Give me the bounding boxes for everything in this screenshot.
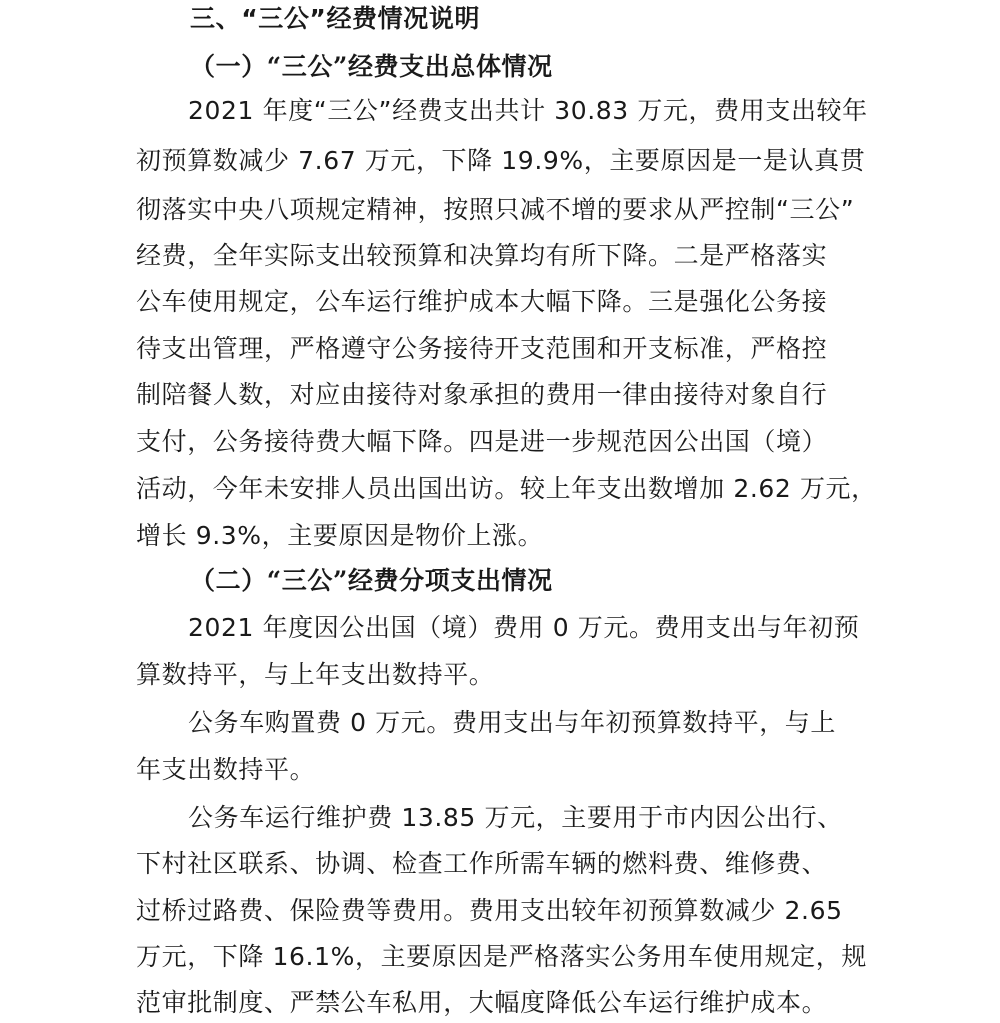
paragraph-line: 支付，公务接待费大幅下降。四是进一步规范因公出国（境） — [136, 427, 828, 456]
paragraph-line: 2021 年度因公出国（境）费用 0 万元。费用支出与年初预 — [188, 613, 860, 642]
paragraph-line: 公务车运行维护费 13.85 万元，主要用于市内因公出行、 — [188, 803, 843, 832]
subsection-heading-itemized: （二）“三公”经费分项支出情况 — [190, 566, 553, 595]
paragraph-line: 增长 9.3%，主要原因是物价上涨。 — [136, 521, 544, 550]
paragraph-line: 彻落实中央八项规定精神，按照只减不增的要求从严控制“三公” — [136, 195, 855, 224]
section-title: 三、“三公”经费情况说明 — [190, 4, 481, 33]
paragraph-line: 过桥过路费、保险费等费用。费用支出较年初预算数减少 2.65 — [136, 896, 843, 925]
paragraph-line: 年支出数持平。 — [136, 755, 316, 784]
paragraph-line: 公务车购置费 0 万元。费用支出与年初预算数持平，与上 — [188, 708, 837, 737]
paragraph-line: 下村社区联系、协调、检查工作所需车辆的燃料费、维修费、 — [136, 849, 828, 878]
paragraph-line: 万元，下降 16.1%，主要原因是严格落实公务用车使用规定，规 — [136, 942, 867, 971]
paragraph-line: 公车使用规定，公车运行维护成本大幅下降。三是强化公务接 — [136, 287, 828, 316]
paragraph-line: 待支出管理，严格遵守公务接待开支范围和开支标准，严格控 — [136, 334, 828, 363]
paragraph-line: 2021 年度“三公”经费支出共计 30.83 万元，费用支出较年 — [188, 96, 868, 125]
paragraph-line: 算数持平，与上年支出数持平。 — [136, 660, 495, 689]
subsection-heading-overall: （一）“三公”经费支出总体情况 — [190, 52, 553, 81]
paragraph-line: 活动，今年未安排人员出国出访。较上年支出数增加 2.62 万元， — [136, 474, 877, 503]
paragraph-line: 初预算数减少 7.67 万元，下降 19.9%，主要原因是一是认真贯 — [136, 146, 866, 175]
paragraph-line: 范审批制度、严禁公车私用，大幅度降低公车运行维护成本。 — [136, 988, 828, 1017]
paragraph-line: 经费，全年实际支出较预算和决算均有所下降。二是严格落实 — [136, 241, 828, 270]
paragraph-line: 制陪餐人数，对应由接待对象承担的费用一律由接待对象自行 — [136, 380, 828, 409]
